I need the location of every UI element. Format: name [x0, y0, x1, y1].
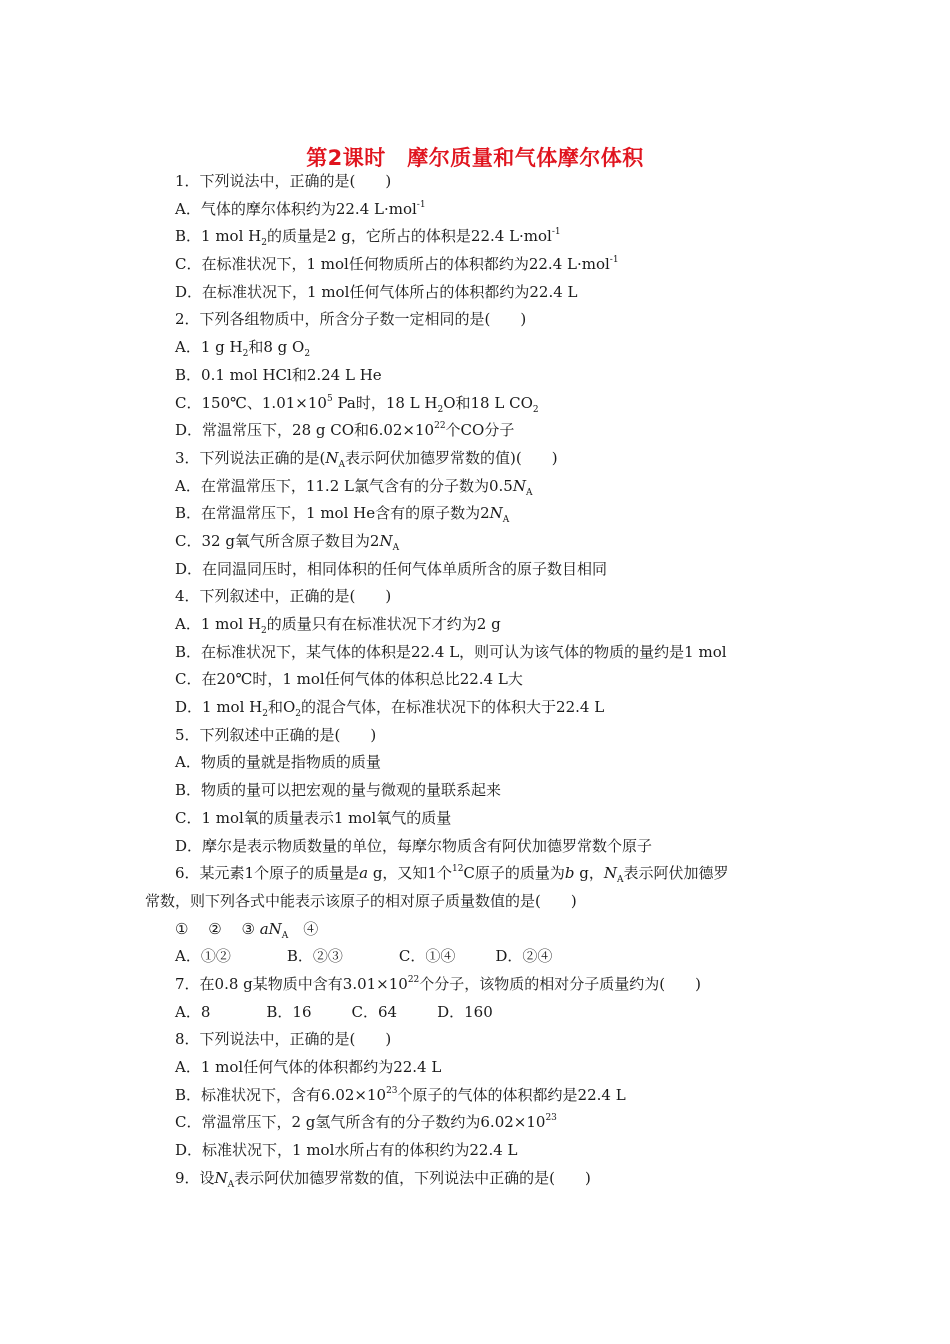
q6-stem: 6．某元素1个原子的质量是a g，又知1个$^{12}$C原子的质量为b g，$N_A$表示阿伏加德罗 — [175, 864, 729, 886]
q8-option-b: B．标准状况下，含有$6.02\times 10^{23}$个原子的气体的体积都约是22.4 L — [175, 1085, 626, 1104]
q5-option-d: D．摩尔是表示物质数量的单位，每摩尔物质含有阿伏加德罗常数个原子 — [175, 836, 653, 855]
q4-option-b: B．在标准状况下，某气体的体积是22.4 L，则可认为该气体的物质的量约是1 mol — [175, 642, 727, 661]
q2-option-d: D．常温常压下，28 g CO和$6.02\times 10^{22}$个CO分子 — [175, 421, 515, 440]
q3-stem: 3．下列说法正确的是($N_A$表示阿伏加德罗常数的值)( ) — [175, 448, 558, 470]
q3-option-c: C．32 g氧气所含原子数目为$2N_A$ — [175, 531, 400, 553]
q4-stem: 4．下列叙述中，正确的是( ) — [175, 587, 392, 606]
q3-option-d: D．在同温同压时，相同体积的任何气体单质所含的原子数目相同 — [175, 559, 608, 578]
q4-option-a: A．1 mol $H_2$的质量只有在标准状况下才约为2 g — [175, 615, 501, 636]
q1-stem: 1．下列说法中，正确的是( ) — [175, 172, 392, 190]
q1-option-b: B．1 mol $H_2$的质量是2 g，它所占的体积是22.4 L·mol$^{-1}$ — [175, 227, 561, 249]
q2-option-c: C．150℃、$1.01\times 10^5$ Pa时，18 L $H_2O$和18 L $CO_2$ — [175, 393, 539, 415]
q1-option-c: C．在标准状况下，1 mol任何物质所占的体积都约为22.4 L·mol$^{-1}$ — [175, 255, 619, 274]
q6-expressions: ① ② ③ $aN_A$ ④ — [175, 919, 319, 941]
q3-option-a: A．在常温常压下，11.2 L氯气含有的分子数为$0.5N_A$ — [175, 476, 533, 498]
q7-choices: A．8 B．16 C．64 D．160 — [175, 1002, 493, 1021]
q1-option-d: D．在标准状况下，1 mol任何气体所占的体积都约为22.4 L — [175, 282, 578, 301]
q6-stem-continued: 常数，则下列各式中能表示该原子的相对原子质量数值的是( ) — [145, 891, 577, 910]
q5-option-a: A．物质的量就是指物质的质量 — [175, 753, 381, 772]
q2-option-b: B．0.1 mol HCl和2.24 L He — [175, 365, 382, 384]
q8-option-a: A．1 mol任何气体的体积都约为22.4 L — [175, 1058, 442, 1076]
q5-option-b: B．物质的量可以把宏观的量与微观的量联系起来 — [175, 781, 502, 800]
q5-stem: 5．下列叙述中正确的是( ) — [175, 725, 377, 744]
q8-stem: 8．下列说法中，正确的是( ) — [175, 1030, 392, 1049]
q8-option-c: C．常温常压下，2 g氢气所含有的分子数约为$6.02\times 10^{23}$ — [175, 1113, 557, 1132]
q9-stem: 9．设$N_A$表示阿伏加德罗常数的值，下列说法中正确的是( ) — [175, 1168, 591, 1190]
q6-choices: A．①② B．②③ C．①④ D．②④ — [175, 947, 553, 966]
q2-option-a: A．1 g $H_2$和8 g $O_2$ — [175, 338, 311, 360]
q8-option-d: D．标准状况下，1 mol水所占有的体积约为22.4 L — [175, 1141, 518, 1160]
q3-option-b: B．在常温常压下，1 mol He含有的原子数为$2N_A$ — [175, 504, 510, 526]
question-list — [145, 168, 815, 1192]
q4-option-d: D．1 mol $H_2$和$O_2$的混合气体，在标准状况下的体积大于22.4 L — [175, 698, 605, 720]
q5-option-c: C．1 mol氧的质量表示1 mol氧气的质量 — [175, 808, 452, 827]
q2-stem: 2．下列各组物质中，所含分子数一定相同的是( ) — [175, 310, 527, 329]
page-title: 第2课时 摩尔质量和气体摩尔体积 — [306, 146, 644, 170]
q7-stem: 7．在0.8 g某物质中含有$3.01\times 10^{22}$个分子，该物质的相对分子质量约为( ) — [175, 974, 701, 993]
q4-option-c: C．在20℃时，1 mol任何气体的体积总比22.4 L大 — [175, 670, 523, 689]
q1-option-a: A．气体的摩尔体积约为22.4 L·mol$^{-1}$ — [175, 199, 426, 218]
